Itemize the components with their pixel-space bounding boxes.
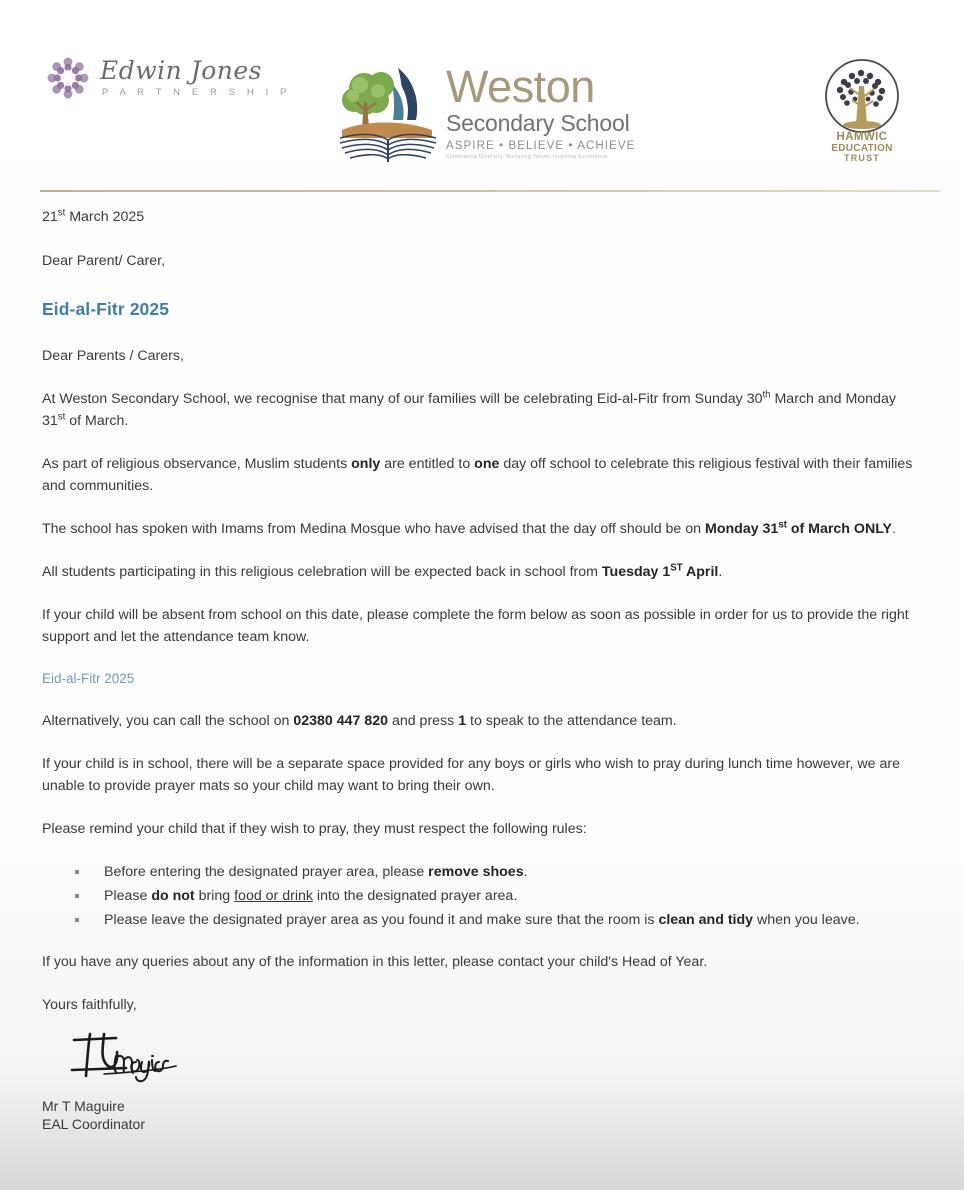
signoff-name: Mr T Maguire [42, 1098, 125, 1115]
logo-weston-secondary-school [336, 58, 635, 166]
logo-edwin-jones-name: Edwin Jones [100, 56, 262, 86]
logo-hamwic-text [806, 132, 918, 163]
paragraph-queries: If you have any queries about any of the information in this letter, please contact your child's Head of Year. [42, 954, 708, 971]
logo-edwin-jones-partnership [46, 56, 291, 100]
flower-mark-icon [46, 56, 90, 100]
logo-hamwic-line3: TRUST [844, 152, 880, 163]
letter-date [42, 206, 920, 228]
salutation-secondary: Dear Parents / Carers, [42, 348, 184, 365]
list-item: Please leave the designated prayer area as you found it and make sure that the room is clean and tidy when you leave. [42, 909, 920, 931]
logo-weston-subtitle: Secondary School [446, 109, 630, 136]
logo-weston-motto: ASPIRE • BELIEVE • ACHIEVE [446, 139, 636, 152]
logo-weston-tagline: Celebrating Diversity, Nurturing Talent, Inspiring Excellence [446, 153, 608, 160]
paragraph-eid-dates: At Weston Secondary School, we recognise that many of our families will be celebrating Eid-al-Fitr from Sunday 30th March and Monday 31st of March. [42, 389, 896, 430]
paragraph-rules-intro: Please remind your child that if they wish to pray, they must respect the following rules: [42, 821, 587, 838]
letter-date-ordinal: st [57, 207, 66, 219]
header-divider [40, 190, 940, 192]
paragraph-absence-form: If your child will be absent from school on this date, please complete the form below as soon as possible in order for us to provide the right support and let the attendance team know. [42, 607, 909, 646]
paragraph-religious-observance: As part of religious observance, Muslim students only are entitled to one day off school to celebrate this religious festival with their families and communities. [42, 456, 913, 495]
paragraph-return-date: All students participating in this religious celebration will be expected back in school from Tuesday 1ST April. [42, 562, 723, 581]
list-item: Before entering the designated prayer area, please remove shoes. [42, 861, 920, 883]
logo-hamwic-line1: HAMWIC [836, 131, 888, 143]
logo-hamwic-education-trust [806, 52, 918, 163]
salutation: Dear Parent/ Carer, [42, 253, 166, 269]
logo-weston-title: Weston [446, 61, 595, 112]
eid-form-link[interactable]: Eid-al-Fitr 2025 [42, 671, 135, 687]
school-phone-number: 02380 447 820 [293, 713, 388, 730]
logo-edwin-jones-subtitle: P A R T N E R S H I P [102, 87, 291, 99]
signature-image [64, 1026, 264, 1088]
page-title: Eid-al-Fitr 2025 [42, 299, 170, 319]
paragraph-mosque-advice: The school has spoken with Imams from Medina Mosque who have advised that the day off should be on Monday 31st of March ONLY. [42, 519, 896, 538]
paragraph-phone-contact: Alternatively, you can call the school on 02380 447 820 and press 1 to speak to the attendance team. [42, 713, 677, 730]
letterhead [0, 0, 964, 180]
letter-date-rest: March 2025 [65, 209, 145, 225]
signoff-role: EAL Coordinator [42, 1116, 145, 1133]
list-item: Please do not bring food or drink into the designated prayer area. [42, 885, 920, 907]
prayer-rules-list [42, 861, 920, 931]
paragraph-prayer-space: If your child is in school, there will be a separate space provided for any boys or girls who wish to pray during lunch time however, we are unable to provide prayer mats so your child may want to bring their own. [42, 756, 900, 795]
sign-off: Yours faithfully, [42, 997, 137, 1014]
letter-body [0, 180, 964, 1133]
logo-hamwic-line2: EDUCATION [831, 142, 893, 154]
letter-date-day: 21 [42, 209, 58, 225]
tree-book-icon [336, 58, 442, 166]
